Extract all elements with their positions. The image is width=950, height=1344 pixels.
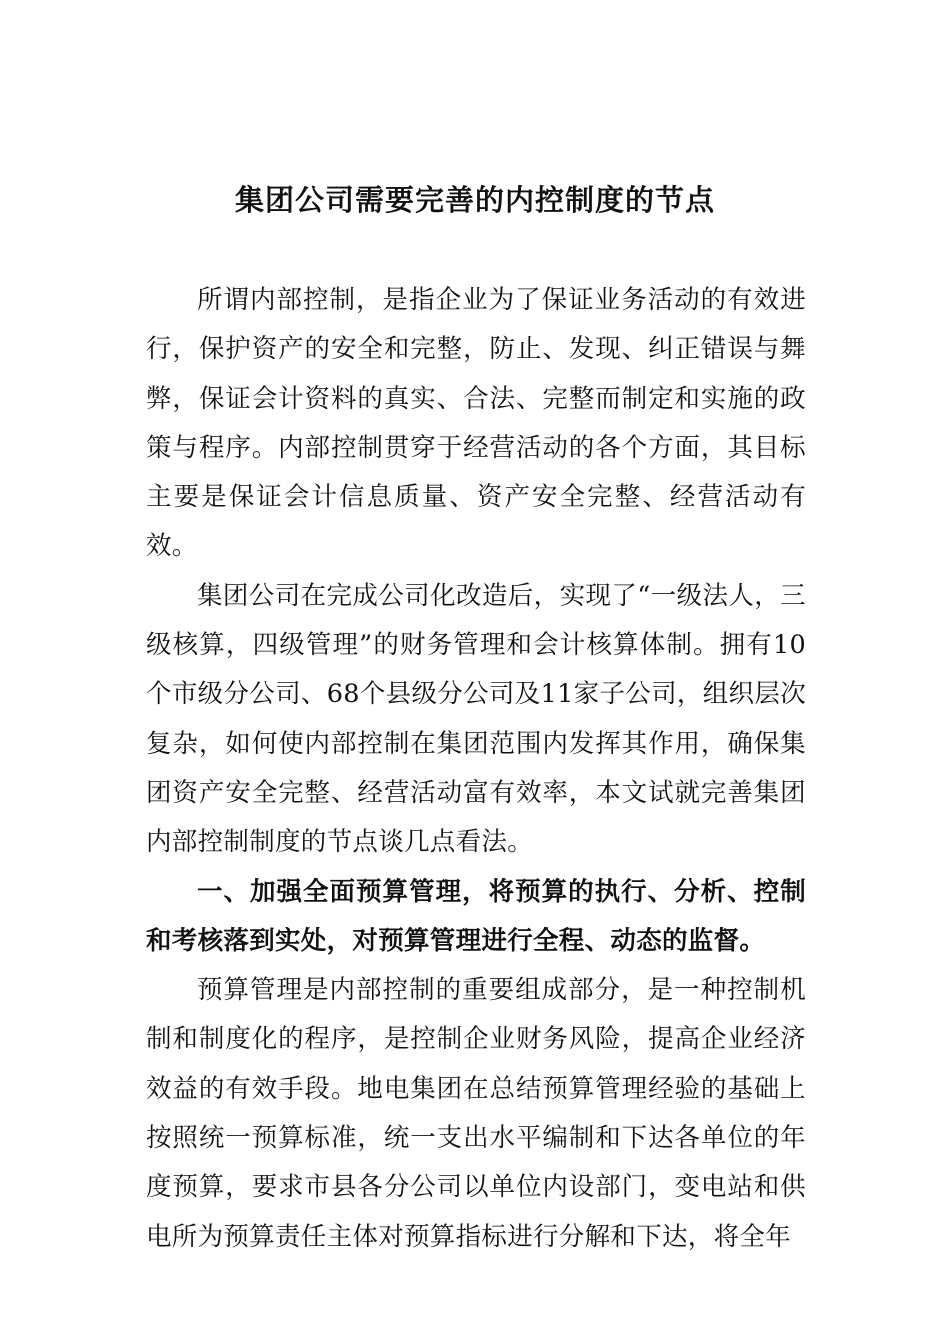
- document-title: 集团公司需要完善的内控制度的节点: [234, 183, 715, 217]
- document-body: [146, 276, 806, 1262]
- paragraph-background: 集团公司在完成公司化改造后，实现了“一级法人，三级核算，四级管理”的财务管理和会计核算体制。拥有10个市级分公司、68个县级分公司及11家子公司，组织层次复杂，如何使内部控制在集团范围内发挥其作用，确保集团资产安全完整、经营活动富有效率，本文试就完善集团内部控制制度的节点谈几点看法。: [146, 580, 806, 858]
- section-heading-1: 一、加强全面预算管理，将预算的执行、分析、控制和考核落到实处，对预算管理进行全程、动态的监督。: [146, 876, 806, 956]
- paragraph-budget: 预算管理是内部控制的重要组成部分，是一种控制机制和制度化的程序，是控制企业财务风险，提高企业经济效益的有效手段。地电集团在总结预算管理经验的基础上按照统一预算标准，统一支出水平编制和下达各单位的年度预算，要求市县各分公司以单位内设部门，变电站和供电所为预算责任主体对预算指标进行分解和下达，将全年: [146, 975, 806, 1252]
- paragraph-intro: 所谓内部控制，是指企业为了保证业务活动的有效进行，保护资产的安全和完整，防止、发现、纠正错误与舞弊，保证会计资料的真实、合法、完整而制定和实施的政策与程序。内部控制贯穿于经营活动的各个方面，其目标主要是保证会计信息质量、资产安全完整、经营活动有效。: [146, 285, 806, 562]
